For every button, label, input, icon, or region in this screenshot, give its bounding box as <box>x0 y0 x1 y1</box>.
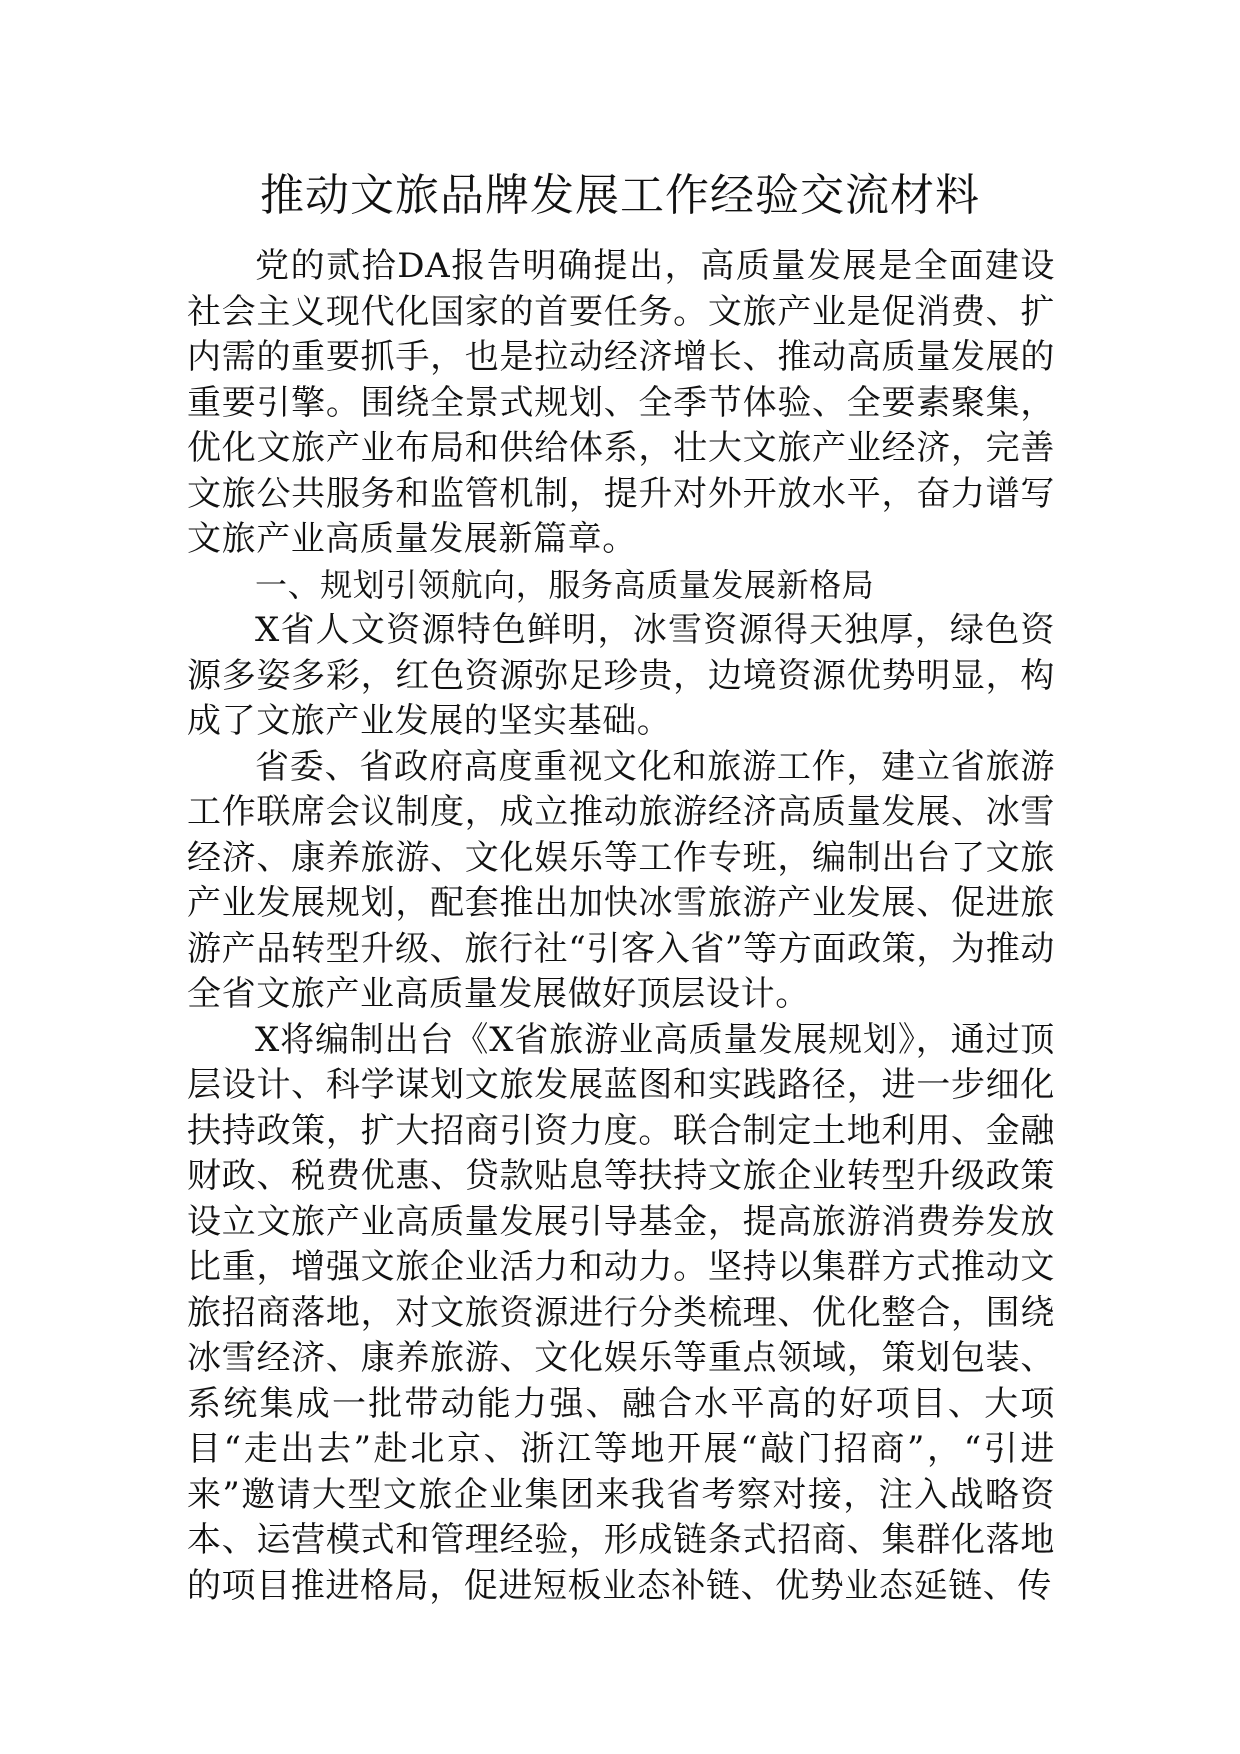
document-body <box>187 244 1055 1609</box>
paragraph-planning: X将编制出台《X省旅游业高质量发展规划》，通过顶层设计、科学谋划文旅发展蓝图和实践路径，进一步细化扶持政策，扩大招商引资力度。联合制定土地利用、金融财政、税费优惠、贷款贴息等扶持文旅企业转型升级政策设立文旅产业高质量发展引导基金，提高旅游消费券发放比重，增强文旅企业活力和动力。坚持以集群方式推动文旅招商落地，对文旅资源进行分类梳理、优化整合，围绕冰雪经济、康养旅游、文化娱乐等重点领域，策划包装、系统集成一批带动能力强、融合水平高的好项目、大项目“走出去”赴北京、浙江等地开展“敲门招商”，“引进来”邀请大型文旅企业集团来我省考察对接，注入战略资本、运营模式和管理经验，形成链条式招商、集群化落地的项目推进格局，促进短板业态补链、优势业态延链、传 <box>187 1019 1055 1606</box>
section-heading-1: 一、规划引领航向，服务高质量发展新格局 <box>255 565 875 604</box>
paragraph-provincial-policy: 省委、省政府高度重视文化和旅游工作，建立省旅游工作联席会议制度，成立推动旅游经济高质量发展、冰雪经济、康养旅游、文化娱乐等工作专班，编制出台了文旅产业发展规划，配套推出加快冰雪旅游产业发展、促进旅游产品转型升级、旅行社“引客入省”等方面政策，为推动全省文旅产业高质量发展做好顶层设计。 <box>187 746 1055 1014</box>
document-title: 推动文旅品牌发展工作经验交流材料 <box>260 170 980 221</box>
paragraph-intro: 党的贰拾DA报告明确提出，高质量发展是全面建设社会主义现代化国家的首要任务。文旅产业是促消费、扩内需的重要抓手，也是拉动经济增长、推动高质量发展的重要引擎。围绕全景式规划、全季节体验、全要素聚集，优化文旅产业布局和供给体系，壮大文旅产业经济，完善文旅公共服务和监管机制，提升对外开放水平，奋力谱写文旅产业高质量发展新篇章。 <box>187 246 1055 559</box>
paragraph-resources: X省人文资源特色鲜明，冰雪资源得天独厚，绿色资源多姿多彩，红色资源弥足珍贵，边境资源优势明显，构成了文旅产业发展的坚实基础。 <box>187 610 1055 741</box>
